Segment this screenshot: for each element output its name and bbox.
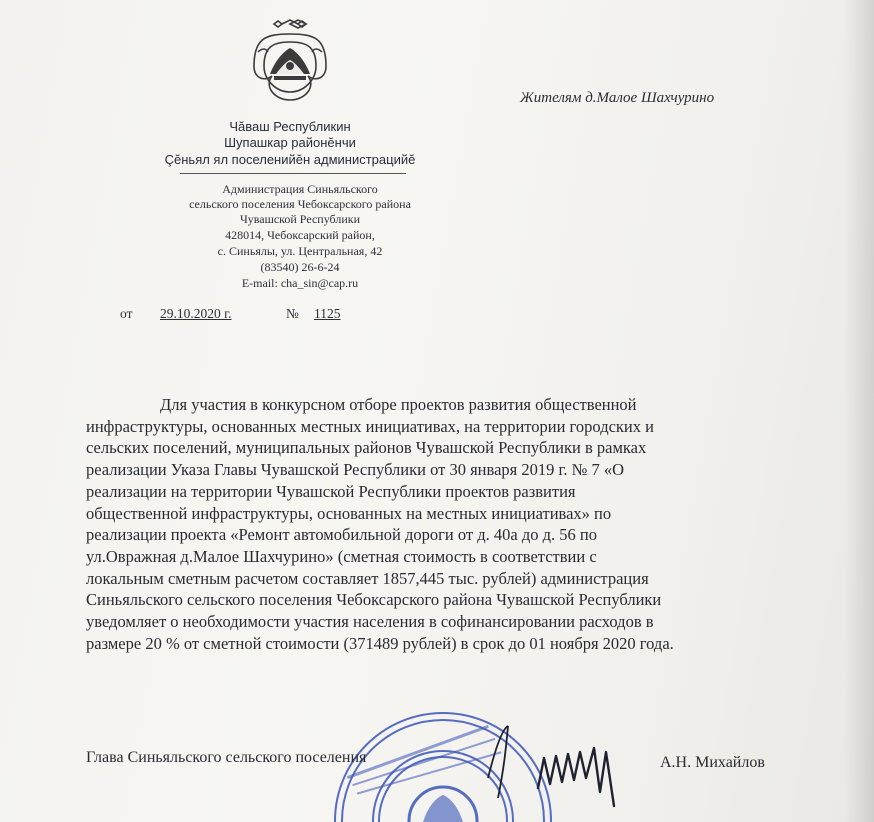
- number-prefix: №: [286, 306, 299, 321]
- header-line-1: Чăваш Республикин: [229, 119, 351, 134]
- address-line-5: с. Синьялы, ул. Центральная, 42: [217, 244, 383, 258]
- body-line: реализации на территории Чувашской Республики проектов развития: [86, 481, 576, 501]
- address-line-6: (83540) 26-6-24: [260, 260, 340, 274]
- signatory-title: Глава Синьяльского сельского поселения: [86, 749, 367, 766]
- header-line-3: Çĕньял ял поселенийĕн администрацийĕ: [164, 152, 416, 167]
- letter-body: [86, 394, 858, 654]
- document-number: 1125: [314, 306, 341, 321]
- coat-of-arms-emblem: [246, 16, 334, 104]
- recipient-line: Жителям д.Малое Шахчурино: [520, 90, 715, 106]
- header-line-2: Шупашкар районĕнчи: [224, 135, 356, 150]
- body-line: размере 20 % от сметной стоимости (371489 рублей) в срок до 01 ноября 2020 года.: [86, 633, 674, 653]
- address-line-1: Администрация Синьяльского: [222, 182, 378, 196]
- body-line: Для участия в конкурсном отборе проектов развития общественной: [160, 395, 637, 414]
- address-line-3: Чувашской Республики: [239, 212, 361, 226]
- body-line: сельских поселений, муниципальных районов Чувашской Республики в рамках: [86, 438, 647, 458]
- body-line: общественной инфраструктуры, основанных на местных инициативах» по: [86, 503, 612, 523]
- body-line: Синьяльского сельского поселения Чебоксарского района Чувашской Республики: [86, 590, 662, 610]
- handwritten-signature: [478, 718, 638, 808]
- address-line-7: E-mail: cha_sin@cap.ru: [241, 276, 359, 290]
- body-line: инфраструктуры, основанных местных инициативах, на территории городских и: [86, 416, 654, 436]
- body-line: ул.Овражная д.Малое Шахчурино» (сметная стоимость в соответствии с: [86, 546, 597, 566]
- document-date: 29.10.2020 г.: [160, 306, 232, 321]
- date-prefix: от: [120, 306, 133, 321]
- body-line: локальным сметным расчетом составляет 1857,445 тыс. рублей) администрация: [86, 568, 649, 588]
- body-line: реализации Указа Главы Чувашской Республики от 30 января 2019 г. № 7 «О: [86, 460, 625, 480]
- body-line: уведомляет о необходимости участия населения в софинансировании расходов в: [86, 612, 654, 632]
- header-divider: [180, 173, 406, 174]
- body-line: реализации проекта «Ремонт автомобильной дороги от д. 40а до д. 56 по: [86, 525, 597, 545]
- address-line-4: 428014, Чебоксарский район,: [225, 228, 375, 242]
- address-line-2: сельского поселения Чебоксарского района: [189, 197, 411, 211]
- signatory-name: А.Н. Михайлов: [660, 754, 765, 771]
